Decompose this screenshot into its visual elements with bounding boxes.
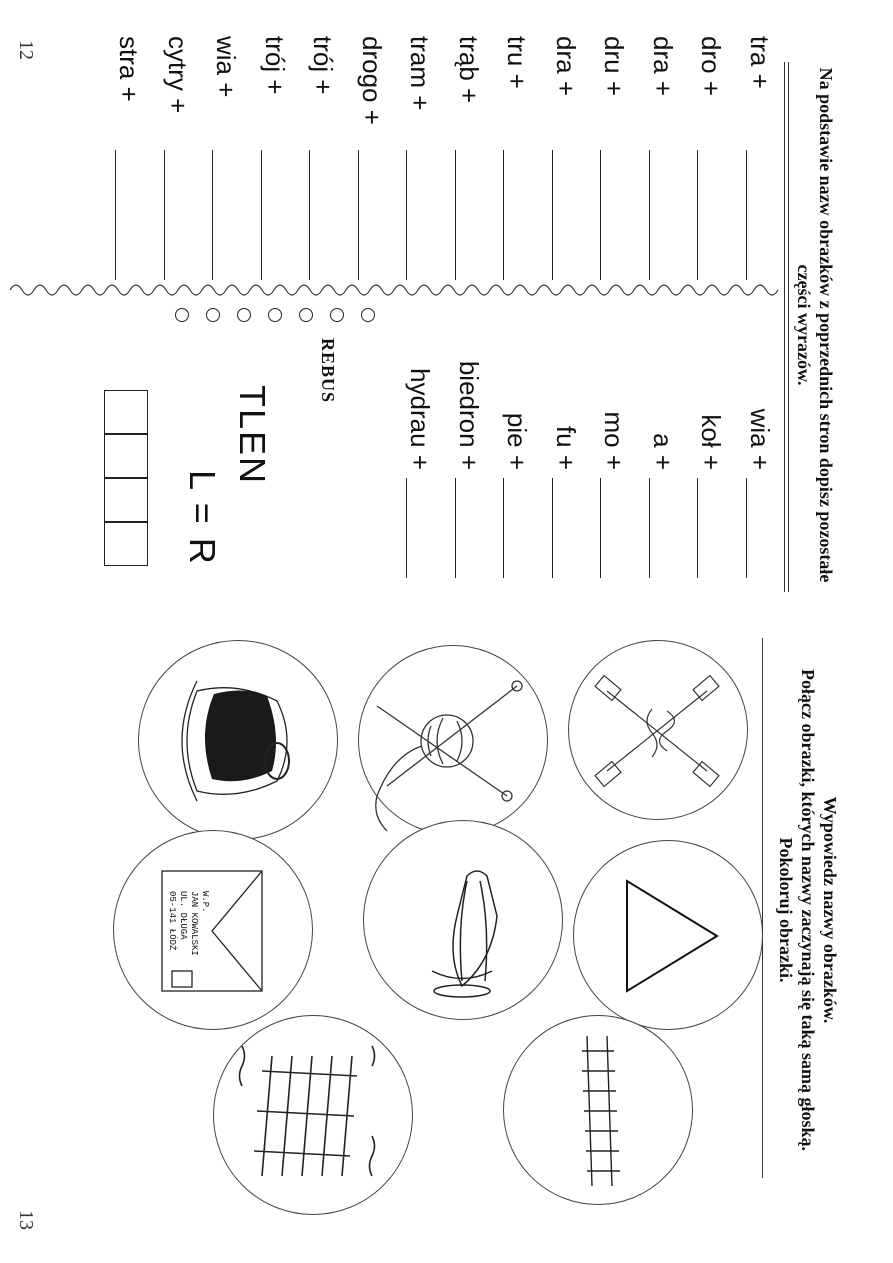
instruction-right — [775, 630, 841, 1190]
plus-sign: + — [648, 80, 678, 96]
word-prefix: tra — [745, 36, 775, 74]
word-prefix: fu — [551, 425, 581, 455]
word-prefix: mo — [599, 411, 630, 455]
instruction-right-line2: Połącz obrazki, których nazwy zaczynają się taką samą głoską. — [798, 669, 818, 1151]
rebus-word: TLEN — [232, 385, 273, 486]
plus-sign: + — [502, 454, 533, 470]
word-prefix: trój — [308, 36, 339, 80]
word-prefix: koł — [696, 414, 727, 455]
rebus-box[interactable] — [104, 478, 148, 522]
envelope-icon[interactable] — [113, 830, 313, 1030]
rebus-title: REBUS — [318, 338, 338, 404]
word-prefix: biedron — [454, 360, 484, 455]
rebus-box[interactable] — [104, 434, 148, 478]
address-line: UL. DŁUGA — [178, 891, 188, 940]
instruction-left: Na podstawie nazw obrazków z poprzednich stron dopisz pozostałe części wyrazów. — [794, 67, 836, 583]
plus-sign: + — [454, 88, 484, 104]
plus-sign: + — [308, 79, 339, 95]
plus-sign: + — [405, 95, 436, 111]
word-prefix: a — [648, 433, 678, 455]
page-number-right: 13 — [15, 1210, 37, 1230]
plus-sign: + — [551, 454, 581, 470]
triangle-icon[interactable] — [573, 840, 763, 1030]
address-line: JAN KOWALSKI — [189, 891, 199, 956]
plus-sign: + — [648, 454, 678, 470]
word-prefix: drogo — [357, 36, 387, 110]
word-prefix: tru — [502, 36, 533, 74]
plus-sign: + — [454, 454, 484, 470]
rebus-rule: L = R — [182, 470, 223, 566]
plus-sign: + — [114, 86, 145, 102]
hat-icon[interactable] — [138, 640, 338, 840]
word-prefix: pie — [502, 412, 533, 455]
word-prefix: wia — [211, 36, 242, 83]
word-prefix: cytry — [163, 36, 193, 99]
railway-track-icon[interactable] — [503, 1015, 693, 1205]
address-line: W.P. — [200, 891, 210, 913]
plus-sign: + — [405, 454, 436, 470]
instruction-right-line3: Pokoloruj obrazki. — [776, 837, 796, 983]
instruction-right-line1: Wypowiedz nazwy obrazków. — [820, 796, 840, 1024]
word-prefix: tram — [405, 36, 436, 96]
address-line: 05-141 ŁÓDŹ — [167, 891, 177, 951]
plus-sign: + — [357, 109, 387, 125]
knitting-icon[interactable] — [358, 645, 548, 835]
plus-sign: + — [599, 454, 630, 470]
word-prefix: dra — [551, 36, 581, 81]
rebus-box[interactable] — [104, 390, 148, 434]
word-prefix: dro — [696, 36, 727, 81]
plus-sign: + — [696, 454, 727, 470]
word-prefix: hydrau — [405, 368, 436, 455]
plus-sign: + — [211, 82, 242, 98]
word-prefix: trąb — [454, 36, 484, 89]
rebus-box[interactable] — [104, 522, 148, 566]
word-prefix: stra — [114, 36, 145, 87]
vase-icon[interactable] — [363, 820, 563, 1020]
hands-icon[interactable] — [568, 640, 748, 820]
envelope-address — [166, 891, 210, 956]
word-prefix: trój — [260, 36, 290, 80]
plus-sign: + — [551, 80, 581, 96]
word-prefix: wia — [745, 408, 775, 455]
word-prefix: dru — [599, 36, 630, 81]
plus-sign: + — [163, 98, 193, 114]
plus-sign: + — [260, 79, 290, 95]
top-rule-right — [762, 638, 763, 1178]
plus-sign: + — [502, 73, 533, 89]
plus-sign: + — [696, 80, 727, 96]
raft-icon[interactable] — [213, 1015, 413, 1215]
page-number-left: 12 — [15, 40, 37, 60]
plus-sign: + — [745, 73, 775, 89]
plus-sign: + — [745, 454, 775, 470]
plus-sign: + — [599, 80, 630, 96]
word-prefix: dra — [648, 36, 678, 81]
